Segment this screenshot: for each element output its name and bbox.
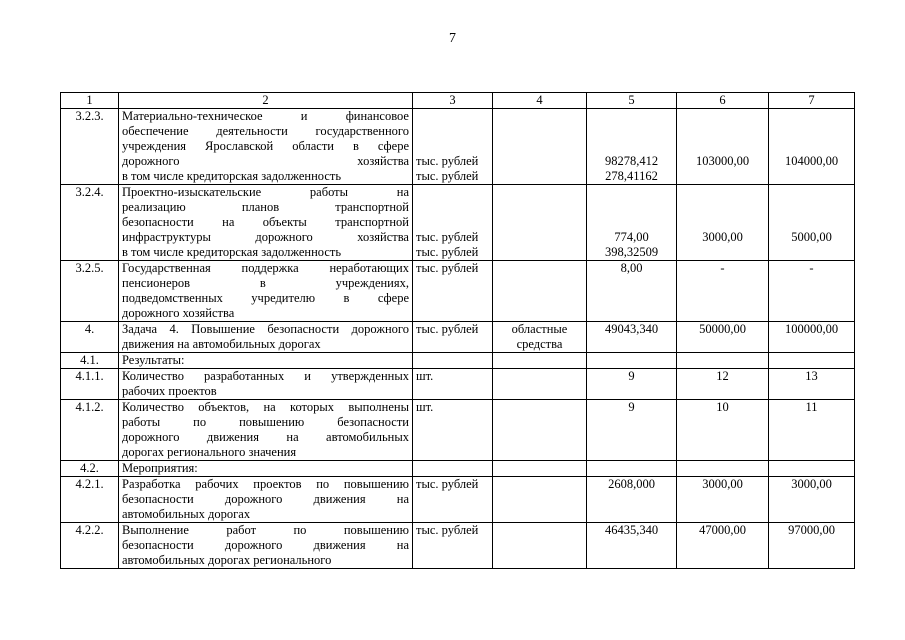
row-value-7-line: 97000,00 <box>788 523 835 537</box>
row-description-line: работы по повышению безопасности <box>122 415 409 429</box>
row-value-7-line: 5000,00 <box>791 230 832 244</box>
row-value-5 <box>587 400 677 461</box>
table-row <box>61 461 855 477</box>
row-value-5-line: 2608,000 <box>608 477 655 491</box>
header-cell-6: 6 <box>677 93 769 109</box>
row-number: 4.1. <box>61 353 119 369</box>
row-description-line: дорожного движения на автомобильных <box>122 430 409 444</box>
row-unit <box>413 400 493 461</box>
row-description-line: Проектно-изыскательские работы на <box>122 185 409 199</box>
row-value-7-line: - <box>809 261 814 275</box>
row-value-6 <box>677 369 769 400</box>
row-unit <box>413 185 493 261</box>
row-description-line: безопасности на объекты транспортной <box>122 215 409 229</box>
row-description-line: Выполнение работ по повышению <box>122 523 409 537</box>
row-value-6-line: 3000,00 <box>702 477 743 491</box>
row-unit-line <box>416 109 489 124</box>
row-value-6 <box>677 523 769 569</box>
row-description <box>119 400 413 461</box>
row-number: 4. <box>61 322 119 353</box>
row-description-line: Государственная поддержка неработающих <box>122 261 409 275</box>
table-row <box>61 400 855 461</box>
row-description-line: рабочих проектов <box>122 384 217 398</box>
row-value-5 <box>587 461 677 477</box>
row-value-6-line: 50000,00 <box>699 322 746 336</box>
row-value-7-line <box>772 245 851 260</box>
row-description-line: автомобильных дорогах <box>122 507 251 521</box>
row-unit-line: тыс. рублей <box>416 245 479 259</box>
row-unit-line <box>416 215 489 230</box>
row-value-7 <box>769 477 855 523</box>
row-value-6-line: 10 <box>716 400 729 414</box>
row-source <box>493 477 587 523</box>
row-description-line: Материально-техническое и финансовое <box>122 109 409 123</box>
row-value-5-line <box>590 139 673 154</box>
page-number: 7 <box>449 31 456 46</box>
row-description-line: обеспечение деятельности государственного <box>122 124 409 138</box>
row-value-7 <box>769 523 855 569</box>
row-value-5-line: 46435,340 <box>604 523 659 537</box>
row-description <box>119 322 413 353</box>
row-value-5-line <box>590 185 673 200</box>
row-value-6 <box>677 322 769 353</box>
row-value-5 <box>587 369 677 400</box>
row-value-5-line: 398,32509 <box>604 245 659 259</box>
row-value-5-line <box>590 124 673 139</box>
row-value-7-line: 104000,00 <box>784 154 839 168</box>
row-description-line: в том числе кредиторская задолженность <box>122 245 342 259</box>
row-unit-line: тыс. рублей <box>416 477 479 491</box>
row-source <box>493 109 587 185</box>
row-source <box>493 400 587 461</box>
table-row <box>61 477 855 523</box>
row-value-6-line <box>680 245 765 260</box>
row-value-5-line: 98278,412 <box>604 154 659 168</box>
row-value-6 <box>677 185 769 261</box>
row-value-6-line <box>680 215 765 230</box>
row-number: 4.2.2. <box>61 523 119 569</box>
row-value-5 <box>587 322 677 353</box>
row-unit-line: тыс. рублей <box>416 523 479 537</box>
row-value-6 <box>677 461 769 477</box>
row-value-6-line <box>680 185 765 200</box>
row-description <box>119 477 413 523</box>
row-value-5 <box>587 353 677 369</box>
row-value-7 <box>769 322 855 353</box>
row-value-5-line: 774,00 <box>614 230 649 244</box>
program-table <box>60 92 855 569</box>
table-row <box>61 185 855 261</box>
row-description-line: учреждения Ярославской области в сфере <box>122 139 409 153</box>
row-value-5 <box>587 523 677 569</box>
row-value-7-line: 100000,00 <box>784 322 839 336</box>
row-value-6-line <box>680 109 765 124</box>
table-row <box>61 322 855 353</box>
row-unit-line: шт. <box>416 369 434 383</box>
row-value-7 <box>769 369 855 400</box>
row-number: 3.2.5. <box>61 261 119 322</box>
row-description <box>119 461 413 477</box>
row-value-5 <box>587 477 677 523</box>
row-source-line: областные <box>511 322 568 336</box>
row-value-5-line: 49043,340 <box>604 322 659 336</box>
row-source <box>493 461 587 477</box>
row-value-6 <box>677 400 769 461</box>
row-description-line: Количество разработанных и утвержденных <box>122 369 409 383</box>
row-value-6-line <box>680 124 765 139</box>
row-unit-line: шт. <box>416 400 434 414</box>
row-value-7-line: 11 <box>805 400 818 414</box>
row-value-6 <box>677 477 769 523</box>
row-description-line: дорожного хозяйства <box>122 306 235 320</box>
row-value-7-line <box>772 139 851 154</box>
row-value-5-line: 9 <box>628 400 635 414</box>
row-description-line: реализацию планов транспортной <box>122 200 409 214</box>
row-description <box>119 523 413 569</box>
row-unit <box>413 322 493 353</box>
header-cell-1: 1 <box>61 93 119 109</box>
row-description-line: безопасности дорожного движения на <box>122 538 409 552</box>
row-value-7 <box>769 109 855 185</box>
row-value-6-line <box>680 200 765 215</box>
row-description-line: автомобильных дорогах регионального <box>122 553 332 567</box>
row-unit-line: тыс. рублей <box>416 322 479 336</box>
header-cell-3: 3 <box>413 93 493 109</box>
row-value-6 <box>677 353 769 369</box>
row-number: 4.1.2. <box>61 400 119 461</box>
row-unit-line: тыс. рублей <box>416 169 479 183</box>
row-source-line: средства <box>516 337 563 351</box>
row-description <box>119 369 413 400</box>
row-description-line: Мероприятия: <box>122 461 198 475</box>
row-value-6 <box>677 261 769 322</box>
row-unit-line <box>416 200 489 215</box>
table-row <box>61 353 855 369</box>
header-row <box>61 93 855 109</box>
row-value-6-line: 12 <box>716 369 729 383</box>
row-description-line: Задача 4. Повышение безопасности дорожного <box>122 322 409 336</box>
row-value-5-line <box>590 200 673 215</box>
row-value-7-line <box>772 185 851 200</box>
row-unit <box>413 461 493 477</box>
row-unit <box>413 477 493 523</box>
row-description-line: дорогах регионального значения <box>122 445 297 459</box>
row-description-line: Разработка рабочих проектов по повышению <box>122 477 409 491</box>
row-description-line: в том числе кредиторская задолженность <box>122 169 342 183</box>
row-number: 3.2.4. <box>61 185 119 261</box>
row-description-line: подведомственных учредителю в сфере <box>122 291 409 305</box>
row-value-5-line <box>590 109 673 124</box>
header-cell-7: 7 <box>769 93 855 109</box>
header-cell-2: 2 <box>119 93 413 109</box>
row-unit-line: тыс. рублей <box>416 230 479 244</box>
row-unit-line: тыс. рублей <box>416 154 479 168</box>
row-value-7-line <box>772 200 851 215</box>
row-description-line: безопасности дорожного движения на <box>122 492 409 506</box>
row-value-7-line <box>772 124 851 139</box>
row-unit-line <box>416 185 489 200</box>
row-description-line: дорожного хозяйства <box>122 154 409 168</box>
row-description <box>119 353 413 369</box>
row-value-7-line <box>772 109 851 124</box>
row-value-7-line <box>772 215 851 230</box>
row-value-7 <box>769 261 855 322</box>
row-value-5 <box>587 185 677 261</box>
row-unit-line <box>416 139 489 154</box>
row-description-line: пенсионеров в учреждениях, <box>122 276 409 290</box>
row-unit-line <box>416 124 489 139</box>
row-value-7 <box>769 353 855 369</box>
row-value-6-line <box>680 139 765 154</box>
table-row <box>61 261 855 322</box>
row-unit-line: тыс. рублей <box>416 261 479 275</box>
table-row <box>61 369 855 400</box>
row-value-5-line: 8,00 <box>620 261 643 275</box>
row-value-7-line <box>772 169 851 184</box>
row-value-6-line: 3000,00 <box>702 230 743 244</box>
row-value-5-line: 9 <box>628 369 635 383</box>
row-value-5-line <box>590 215 673 230</box>
row-description <box>119 109 413 185</box>
row-number: 4.2.1. <box>61 477 119 523</box>
table-row <box>61 109 855 185</box>
row-number: 4.1.1. <box>61 369 119 400</box>
row-source <box>493 353 587 369</box>
row-unit <box>413 109 493 185</box>
row-number: 3.2.3. <box>61 109 119 185</box>
row-source <box>493 369 587 400</box>
row-value-6-line: - <box>720 261 725 275</box>
header-cell-4: 4 <box>493 93 587 109</box>
row-value-5 <box>587 109 677 185</box>
row-description-line: движения на автомобильных дорогах <box>122 337 321 351</box>
row-unit <box>413 369 493 400</box>
row-value-6-line: 103000,00 <box>695 154 750 168</box>
row-value-7 <box>769 461 855 477</box>
row-unit <box>413 353 493 369</box>
row-value-7-line: 13 <box>805 369 818 383</box>
row-description <box>119 261 413 322</box>
row-description-line: Количество объектов, на которых выполнены <box>122 400 409 414</box>
row-description <box>119 185 413 261</box>
row-value-7 <box>769 185 855 261</box>
row-description-line: инфраструктуры дорожного хозяйства <box>122 230 409 244</box>
table-row <box>61 523 855 569</box>
row-number: 4.2. <box>61 461 119 477</box>
header-cell-5: 5 <box>587 93 677 109</box>
row-description-line: Результаты: <box>122 353 185 367</box>
row-value-7-line: 3000,00 <box>791 477 832 491</box>
row-value-5-line: 278,41162 <box>605 169 658 183</box>
row-value-6 <box>677 109 769 185</box>
row-source <box>493 261 587 322</box>
row-value-5 <box>587 261 677 322</box>
row-source <box>493 523 587 569</box>
row-value-7 <box>769 400 855 461</box>
row-value-6-line <box>680 169 765 184</box>
row-unit <box>413 523 493 569</box>
row-source <box>493 322 587 353</box>
row-source <box>493 185 587 261</box>
row-unit <box>413 261 493 322</box>
row-value-6-line: 47000,00 <box>699 523 746 537</box>
